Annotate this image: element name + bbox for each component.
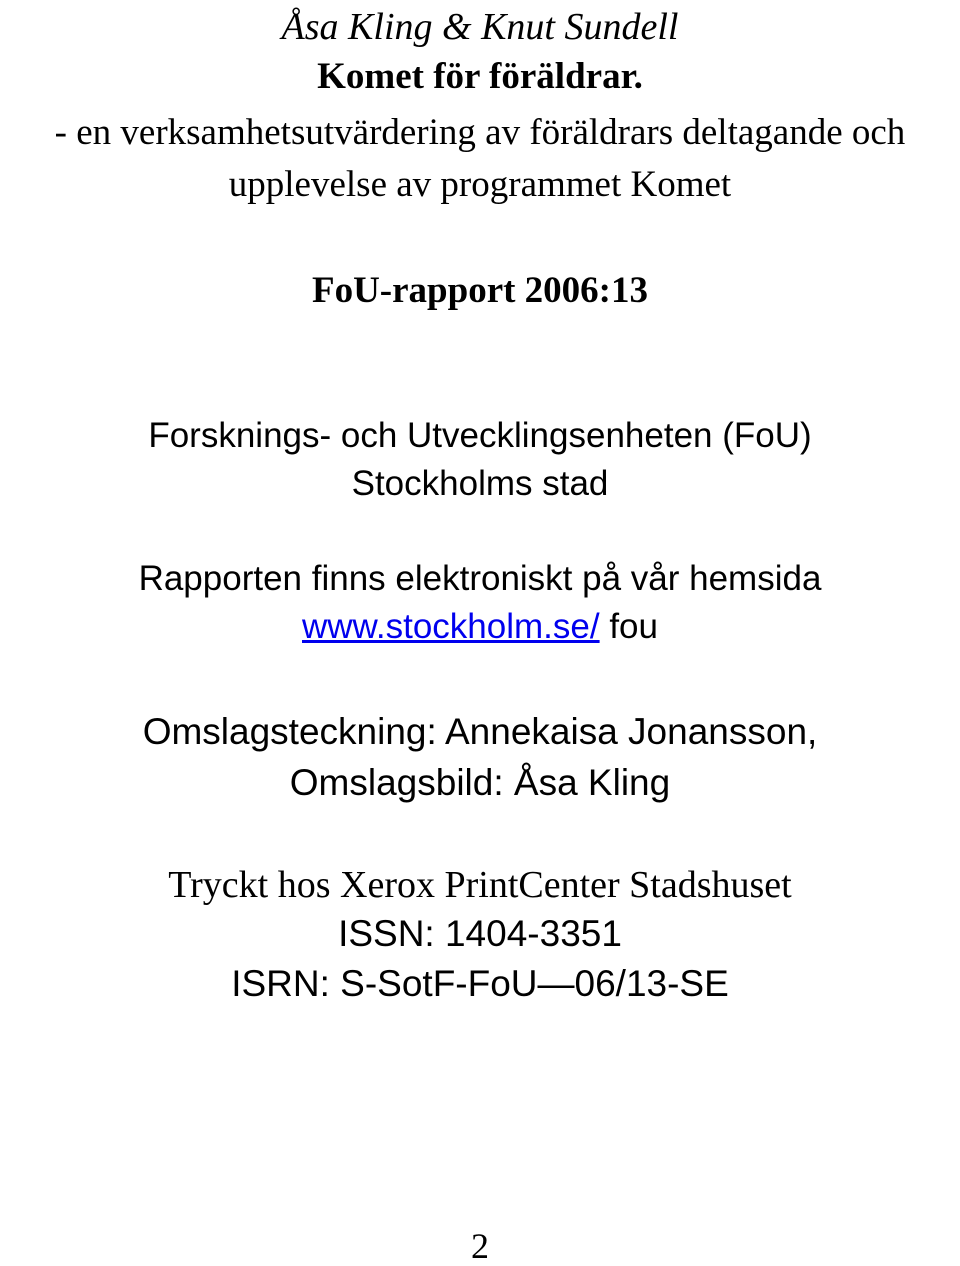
subtitle-line-2: upplevelse av programmet Komet — [228, 164, 732, 205]
authors: Åsa Kling & Knut Sundell — [281, 6, 679, 48]
cover-photo-credit: Omslagsbild: Åsa Kling — [289, 762, 671, 803]
isrn: ISRN: S-SotF-FoU—06/13-SE — [231, 963, 729, 1004]
organization-name: Forsknings- och Utvecklingsenheten (FoU) — [148, 416, 812, 455]
page-number: 2 — [471, 1226, 489, 1266]
organization-city: Stockholms stad — [351, 464, 609, 503]
website-link[interactable]: www.stockholm.se/ — [302, 607, 600, 646]
report-title: Komet för föräldrar. — [317, 56, 643, 97]
report-number: FoU-rapport 2006:13 — [311, 270, 649, 311]
cover-drawing-credit: Omslagsteckning: Annekaisa Jonansson, — [142, 711, 818, 752]
electronic-availability-text: Rapporten finns elektroniskt på vår hemsida — [138, 559, 822, 598]
printer-info: Tryckt hos Xerox PrintCenter Stadshuset — [168, 864, 792, 906]
issn: ISSN: 1404-3351 — [338, 913, 622, 954]
website-suffix: fou — [599, 607, 658, 646]
subtitle-line-1: - en verksamhetsutvärdering av föräldrars deltagande och — [54, 112, 906, 153]
website-line — [0, 609, 960, 644]
